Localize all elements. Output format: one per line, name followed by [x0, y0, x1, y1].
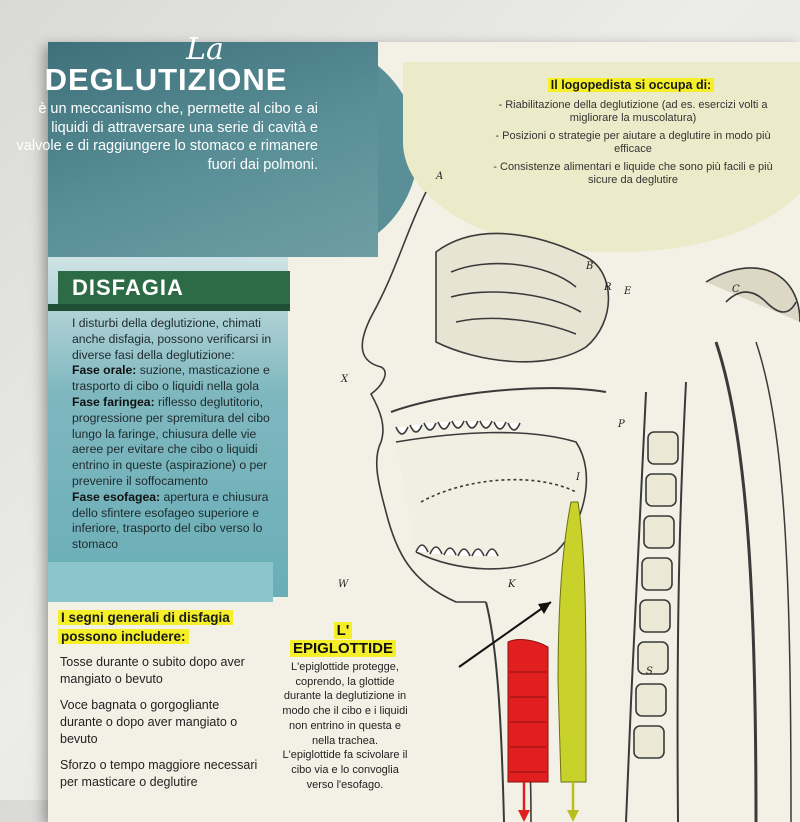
page-title: DEGLUTIZIONE [44, 62, 288, 97]
segni-title: I segni generali di disfagia possono includere: [58, 608, 258, 646]
logopedista-item: - Posizioni o strategie per aiutare a deglutire in modo più efficace [495, 130, 771, 155]
segni-list [60, 654, 265, 800]
epiglottide-text: L'epiglottide protegge, coprendo, la glottide durante la deglutizione in modo che il cibo e i liquidi non entrino in questa e nella trachea. L'epiglottide fa scivolare il cibo via e lo convoglia verso l'esofago. [282, 661, 408, 791]
disfagia-phase: Fase faringea: riflesso deglutitorio, progressione per spremitura del cibo lungo la faringe, chiusura delle vie aeree per evitare che cibo o liquidi entrino in queste (aspirazione) o per prevenire il soffocamento [72, 394, 270, 488]
disfagia-text [72, 316, 284, 553]
trachea-highlight [508, 640, 548, 782]
diagram-label: E [624, 286, 632, 297]
diagram-label: P [618, 419, 625, 430]
header-intro: è un meccanismo che, permette al cibo e ai liquidi di attraversare una serie di cavità e valvole e di raggiungere lo stomaco e rimanere fuori dai polmoni. [16, 101, 318, 173]
diagram-label: S [646, 666, 653, 677]
diagram-label: K [508, 579, 516, 590]
diagram-label: X [341, 374, 349, 385]
segni-item: Tosse durante o subito dopo aver mangiato o bevuto [60, 655, 245, 686]
logopedista-item: - Riabilitazione della deglutizione (ad es. esercizi volti a migliorare la muscolatura) [498, 99, 768, 124]
disfagia-phase: Fase esofagea: apertura e chiusura dello sfintere esofageo superiore e inferiore, trasporto del cibo verso lo stomaco [72, 489, 269, 552]
diagram-label: C [732, 284, 740, 295]
epiglottide-title: L' EPIGLOTTIDE [282, 622, 404, 658]
logopedista-title: Il logopedista si occupa di: [486, 78, 776, 92]
diagram-label: W [338, 579, 349, 590]
disfagia-intro: I disturbi della deglutizione, chimati anche disfagia, possono verificarsi in diverse fasi della deglutizione: [72, 316, 272, 362]
trachea-arrow [518, 782, 530, 822]
diagram-label: I [576, 472, 580, 483]
disfagia-phase: Fase orale: suzione, masticazione e trasporto di cibo o liquidi nella gola [72, 363, 270, 394]
disfagia-title: DISFAGIA [58, 271, 290, 304]
segni-item: Voce bagnata o gorgogliante durante o dopo aver mangiato o bevuto [60, 698, 238, 746]
disfagia-title-bar [48, 304, 290, 311]
esophagus-arrow [567, 782, 579, 822]
diagram-label: R [604, 282, 612, 293]
disfagia-panel-bottom [48, 562, 273, 602]
diagram-label: B [586, 261, 594, 272]
logopedista-item: - Consistenze alimentari e liquide che sono più facili e più sicure da deglutire [493, 161, 773, 186]
title-la: La [186, 32, 224, 67]
segni-item: Sforzo o tempo maggiore necessari per masticare o deglutire [60, 758, 258, 789]
diagram-label: A [436, 171, 444, 182]
